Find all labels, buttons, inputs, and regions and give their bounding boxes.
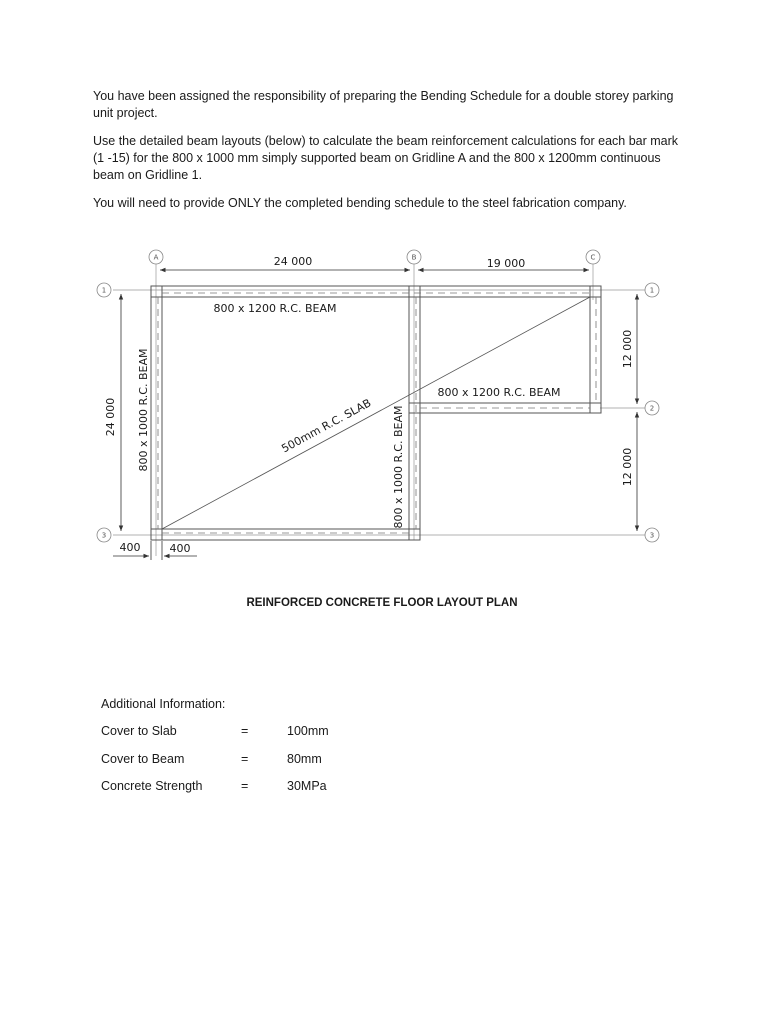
grid-label-2-right: 2 — [649, 404, 655, 413]
dim-bottom-left: 400 — [119, 541, 141, 554]
info-label-concrete-strength: Concrete Strength — [101, 779, 203, 793]
label-beam-right: 800 x 1200 R.C. BEAM — [437, 386, 561, 399]
label-beam-top: 800 x 1200 R.C. BEAM — [213, 302, 337, 315]
info-label-cover-slab: Cover to Slab — [101, 724, 177, 738]
grid-label-a: A — [153, 253, 159, 262]
dim-bottom-right: 400 — [169, 542, 191, 555]
info-label-cover-beam: Cover to Beam — [101, 752, 185, 766]
dimension-lines — [113, 270, 637, 560]
dim-left: 24 000 — [104, 397, 117, 437]
dim-top-ab: 24 000 — [273, 255, 313, 268]
dim-top-bc: 19 000 — [486, 257, 526, 270]
info-value-cover-slab: 100mm — [287, 724, 329, 738]
additional-info-heading: Additional Information: — [101, 697, 226, 711]
intro-paragraph-3: You will need to provide ONLY the completed bending schedule to the steel fabrication company. — [93, 196, 627, 210]
plan-title: REINFORCED CONCRETE FLOOR LAYOUT PLAN — [246, 597, 518, 609]
info-value-concrete-strength: 30MPa — [287, 779, 327, 793]
label-slab: 500mm R.C. SLAB — [279, 396, 374, 456]
intro-paragraph-2: Use the detailed beam layouts (below) to calculate the beam reinforcement calculations for each bar mark (1 -15) for the 800 x 1000 mm simply supported beam on Gridline A and the 800 x 1200mm continuous beam on Gridline 1. — [93, 134, 679, 182]
grid-label-3-left: 3 — [101, 531, 107, 540]
grid-label-1-right: 1 — [649, 286, 655, 295]
dim-right-23: 12 000 — [621, 447, 634, 487]
info-equals: = — [241, 779, 249, 793]
info-equals: = — [241, 752, 249, 766]
info-value-cover-beam: 80mm — [287, 752, 322, 766]
dim-right-12: 12 000 — [621, 329, 634, 369]
grid-label-1-left: 1 — [101, 286, 107, 295]
grid-label-c: C — [590, 253, 596, 262]
grid-bubbles — [97, 250, 659, 542]
label-beam-mid: 800 x 1000 R.C. BEAM — [392, 405, 405, 529]
grid-label-b: B — [411, 253, 417, 262]
label-beam-left: 800 x 1000 R.C. BEAM — [137, 348, 150, 472]
intro-paragraph-1: You have been assigned the responsibility of preparing the Bending Schedule for a double storey parking unit project. — [93, 89, 674, 120]
info-equals: = — [241, 724, 249, 738]
grid-label-3-right: 3 — [649, 531, 655, 540]
